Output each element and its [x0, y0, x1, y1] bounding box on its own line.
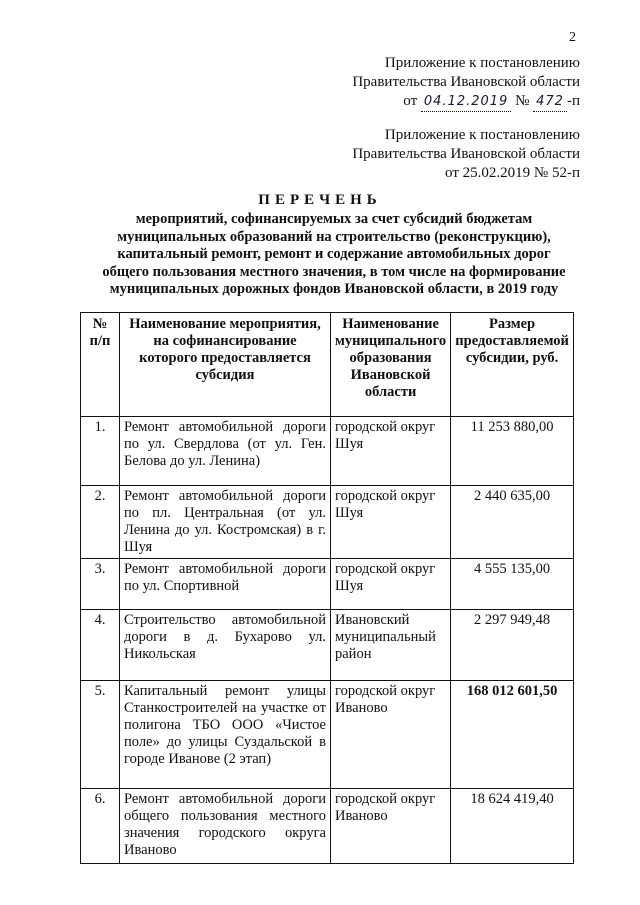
- table-row: [81, 486, 574, 559]
- table-row: [81, 610, 574, 681]
- row-num: 5.: [81, 681, 120, 789]
- row-event: Ремонт автомобильной дороги по пл. Центральная (от ул. Ленина до ул. Костромская) в г. Шуя: [120, 486, 331, 559]
- row-event: Ремонт автомобильной дороги по ул. Спортивной: [120, 559, 331, 610]
- appendix-block-new: [352, 54, 580, 112]
- header-num: № п/п: [81, 313, 120, 417]
- appendix-old-line3: от 25.02.2019 № 52-п: [445, 165, 580, 181]
- row-amount: 18 624 419,40: [451, 789, 574, 864]
- row-event: Строительство автомобильной дороги в д. Бухарово ул. Никольская: [120, 610, 331, 681]
- table-row: [81, 559, 574, 610]
- page-number: 2: [569, 30, 576, 45]
- appendix-old-line2: Правительства Ивановской области: [352, 146, 580, 162]
- measures-table: [80, 312, 574, 864]
- handwritten-date: 04.12.2019: [421, 92, 511, 112]
- row-event: Ремонт автомобильной дороги по ул. Свердлова (от ул. Ген. Белова до ул. Ленина): [120, 417, 331, 486]
- row-num: 3.: [81, 559, 120, 610]
- header-event: Наименование мероприятия, на софинансирование которого предоставляется субсидия: [120, 313, 331, 417]
- row-num: 6.: [81, 789, 120, 864]
- row-amount: 168 012 601,50: [451, 681, 574, 789]
- table-row: [81, 681, 574, 789]
- row-municipality: городской округ Шуя: [331, 417, 451, 486]
- row-num: 2.: [81, 486, 120, 559]
- row-num: 4.: [81, 610, 120, 681]
- appendix-new-line1: Приложение к постановлению: [384, 55, 580, 71]
- handwritten-number: 472: [533, 92, 567, 112]
- appendix-new-line3: [352, 92, 580, 112]
- row-amount: 11 253 880,00: [451, 417, 574, 486]
- row-amount: 2 297 949,48: [451, 610, 574, 681]
- table-header-row: [81, 313, 574, 417]
- table-row: [81, 789, 574, 864]
- row-num: 1.: [81, 417, 120, 486]
- appendix-old-line1: Приложение к постановлению: [384, 127, 580, 143]
- document-title: ПЕРЕЧЕНЬ: [258, 192, 382, 208]
- appendix-new-num-sign: №: [515, 93, 530, 109]
- appendix-block-old: [352, 126, 580, 183]
- document-subtitle: мероприятий, софинансируемых за счет субсидий бюджетам муниципальных образований на строительство (реконструкцию), капитальный ремонт, ремонт и содержание автомобильных дорог общего пользования местного значения, в том числе на формирование муниципальных дорожных фондов Ивановской области, в 2019 году: [102, 211, 566, 297]
- header-municipality: Наименование муниципального образования Ивановской области: [331, 313, 451, 417]
- row-municipality: городской округ Иваново: [331, 681, 451, 789]
- row-municipality: городской округ Шуя: [331, 486, 451, 559]
- row-amount: 4 555 135,00: [451, 559, 574, 610]
- row-municipality: городской округ Шуя: [331, 559, 451, 610]
- header-amount: Размер предоставляемой субсидии, руб.: [451, 313, 574, 417]
- appendix-new-prefix: от: [403, 93, 418, 109]
- row-municipality: городской округ Иваново: [331, 789, 451, 864]
- row-amount: 2 440 635,00: [451, 486, 574, 559]
- row-event: Ремонт автомобильной дороги общего пользования местного значения городского округа Иваново: [120, 789, 331, 864]
- appendix-new-suffix: -п: [566, 93, 580, 109]
- row-municipality: Ивановский муниципальный район: [331, 610, 451, 681]
- row-event: Капитальный ремонт улицы Станкостроителей на участке от полигона ТБО ООО «Чистое поле» до улицы Суздальской в городе Иванове (2 этап): [120, 681, 331, 789]
- appendix-new-line2: Правительства Ивановской области: [352, 74, 580, 90]
- table-row: [81, 417, 574, 486]
